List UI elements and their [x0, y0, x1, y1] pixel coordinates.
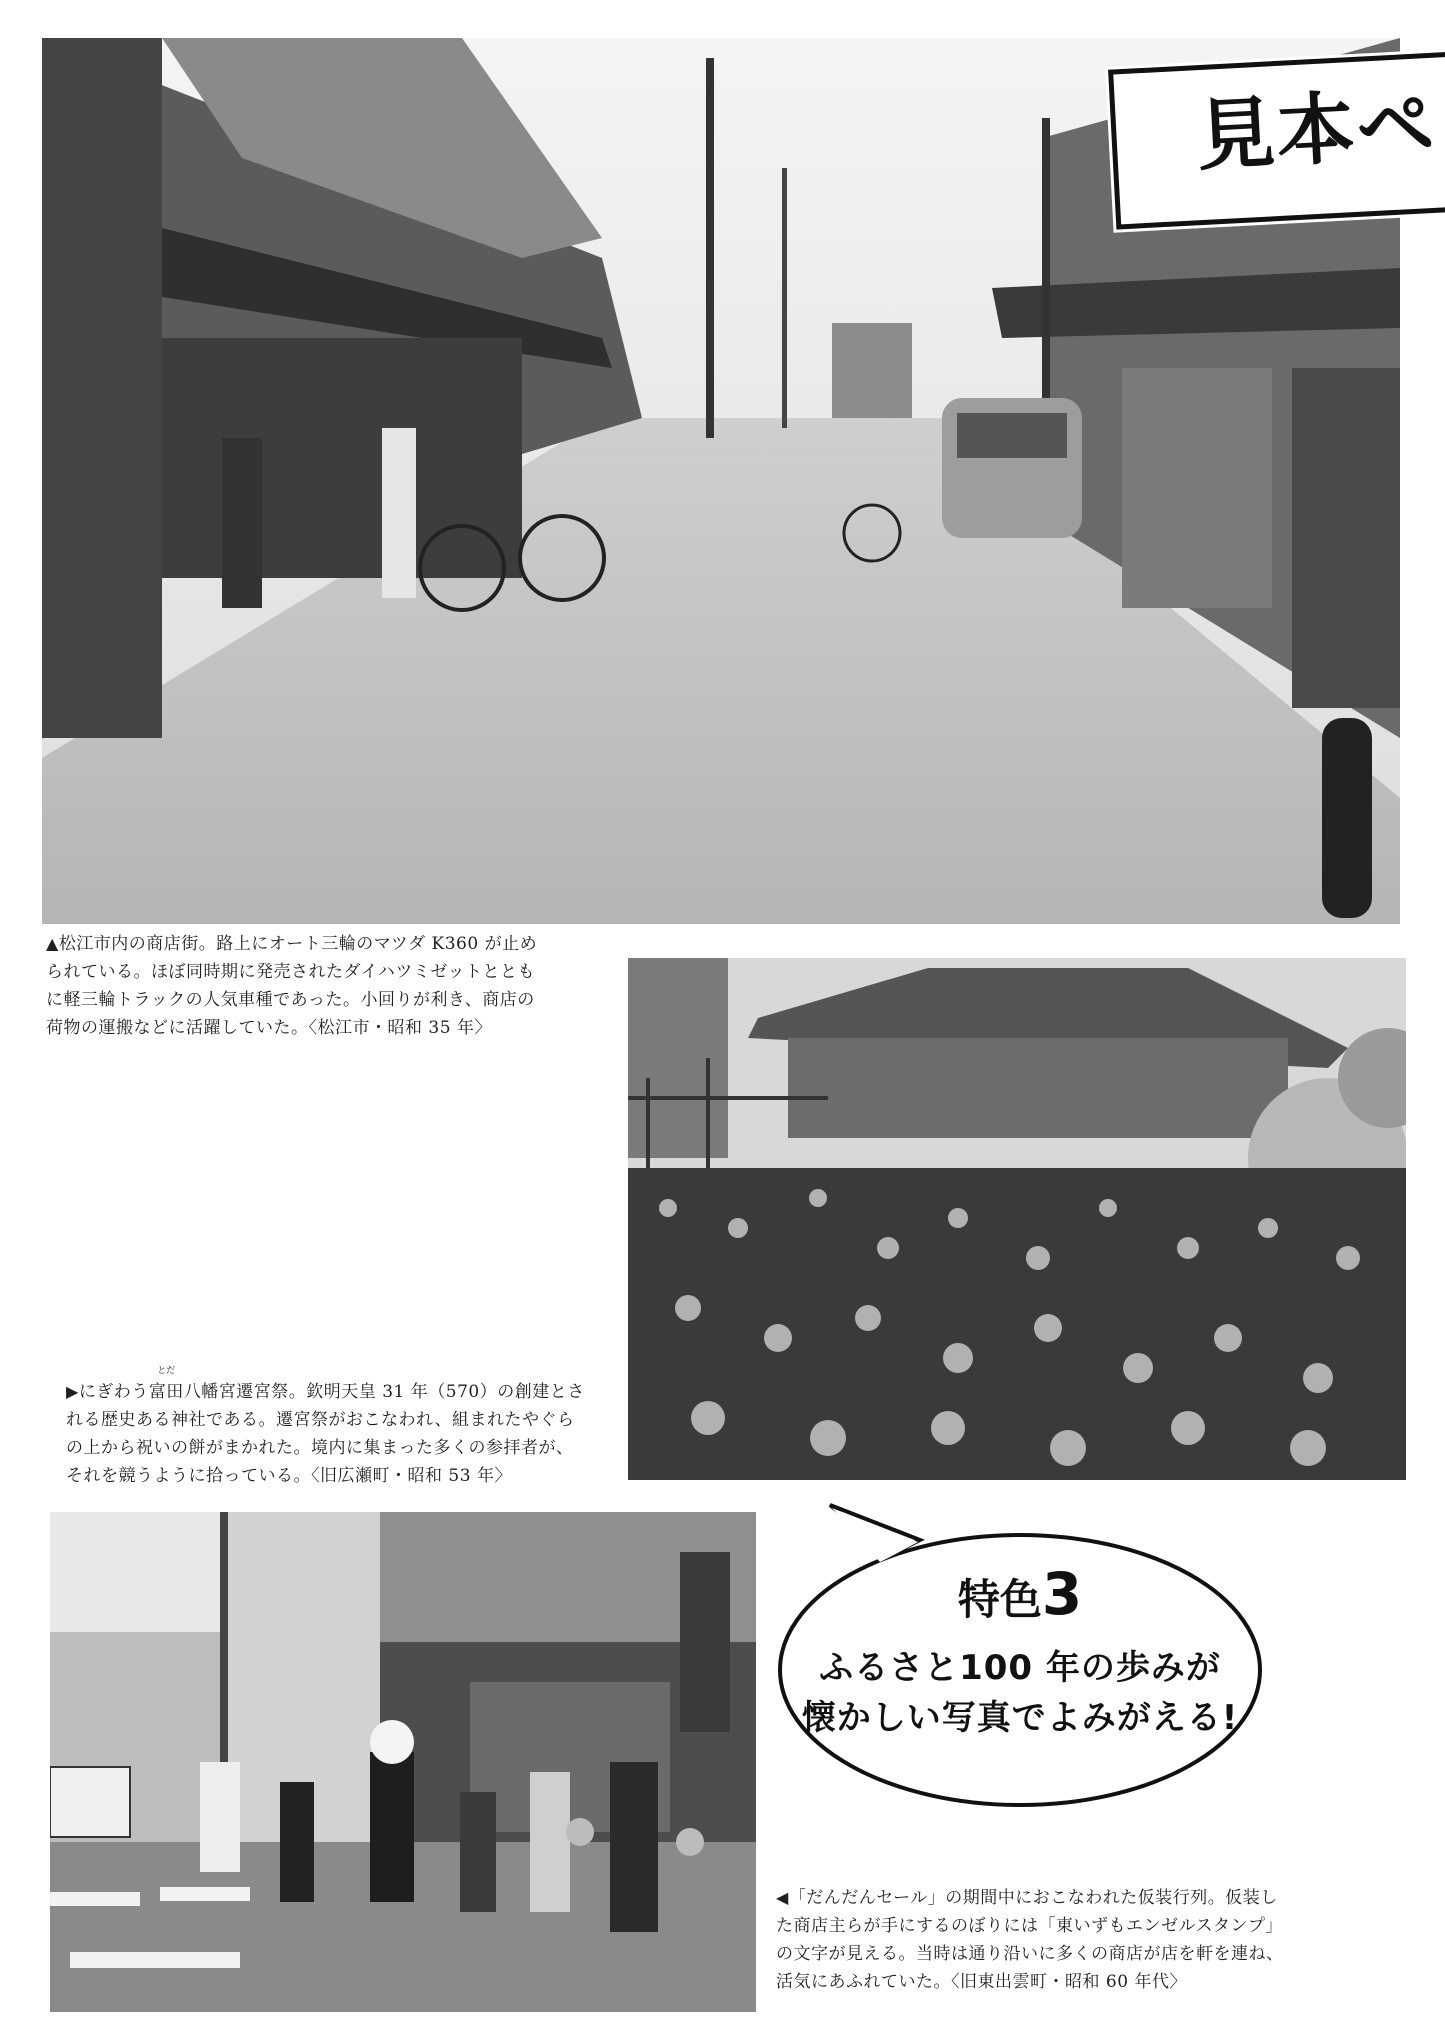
caption-matsue — [46, 930, 606, 1042]
caption-line: それを競うように拾っている。〈旧広瀬町・昭和 53 年〉 — [66, 1466, 512, 1486]
caption-festival — [66, 1366, 626, 1490]
feature-line-2: 懐かしい写真でよみがえる! — [801, 1698, 1239, 1738]
triangle-right-icon: ▶ — [66, 1382, 79, 1401]
feature-title: 特色3 — [957, 1560, 1083, 1628]
ruby-tomita: とだ 富田 — [148, 1366, 184, 1402]
caption-line: ▲松江市内の商店街。路上にオート三輪のマツダ K360 が止め — [46, 934, 538, 954]
triangle-left-icon: ◀ — [776, 1888, 789, 1907]
caption-line: ▶にぎわう とだ 富田八幡宮遷宮祭。欽明天皇 31 年（570）の創建とさ — [66, 1378, 626, 1406]
caption-line: の文字が見える。当時は通り沿いに多くの商店が店を軒を連ね、 — [776, 1944, 1284, 1964]
caption-parade — [776, 1884, 1416, 1996]
caption-line: 活気にあふれていた。〈旧東出雲町・昭和 60 年代〉 — [776, 1972, 1187, 1992]
caption-line: れる歴史ある神社である。遷宮祭がおこなわれ、組まれたやぐら — [66, 1410, 575, 1430]
feature-line-1: ふるさと100 年の歩みが — [819, 1648, 1221, 1688]
photo-tomita-hachimangu-festival — [628, 958, 1406, 1480]
sample-tag-text: 見本ペ — [1194, 79, 1439, 183]
caption-line: の上から祝いの餅がまかれた。境内に集まった多くの参拝者が、 — [66, 1438, 574, 1458]
feature-bubble — [770, 1500, 1270, 1820]
caption-line: られている。ほぼ同時期に発売されたダイハツミゼットととも — [46, 962, 535, 982]
photo-dandan-sale-parade — [50, 1512, 756, 2012]
caption-line: に軽三輪トラックの人気車種であった。小回りが利き、商店の — [46, 990, 535, 1010]
triangle-up-icon: ▲ — [46, 934, 59, 953]
caption-line: た商店主らが手にするのぼりには「東いずもエンゼルスタンプ」 — [776, 1916, 1283, 1936]
caption-line: 荷物の運搬などに活躍していた。〈松江市・昭和 35 年〉 — [46, 1018, 492, 1038]
sample-tag — [1108, 50, 1445, 229]
caption-line: ◀「だんだんセール」の期間中におこなわれた仮装行列。仮装し — [776, 1888, 1278, 1908]
